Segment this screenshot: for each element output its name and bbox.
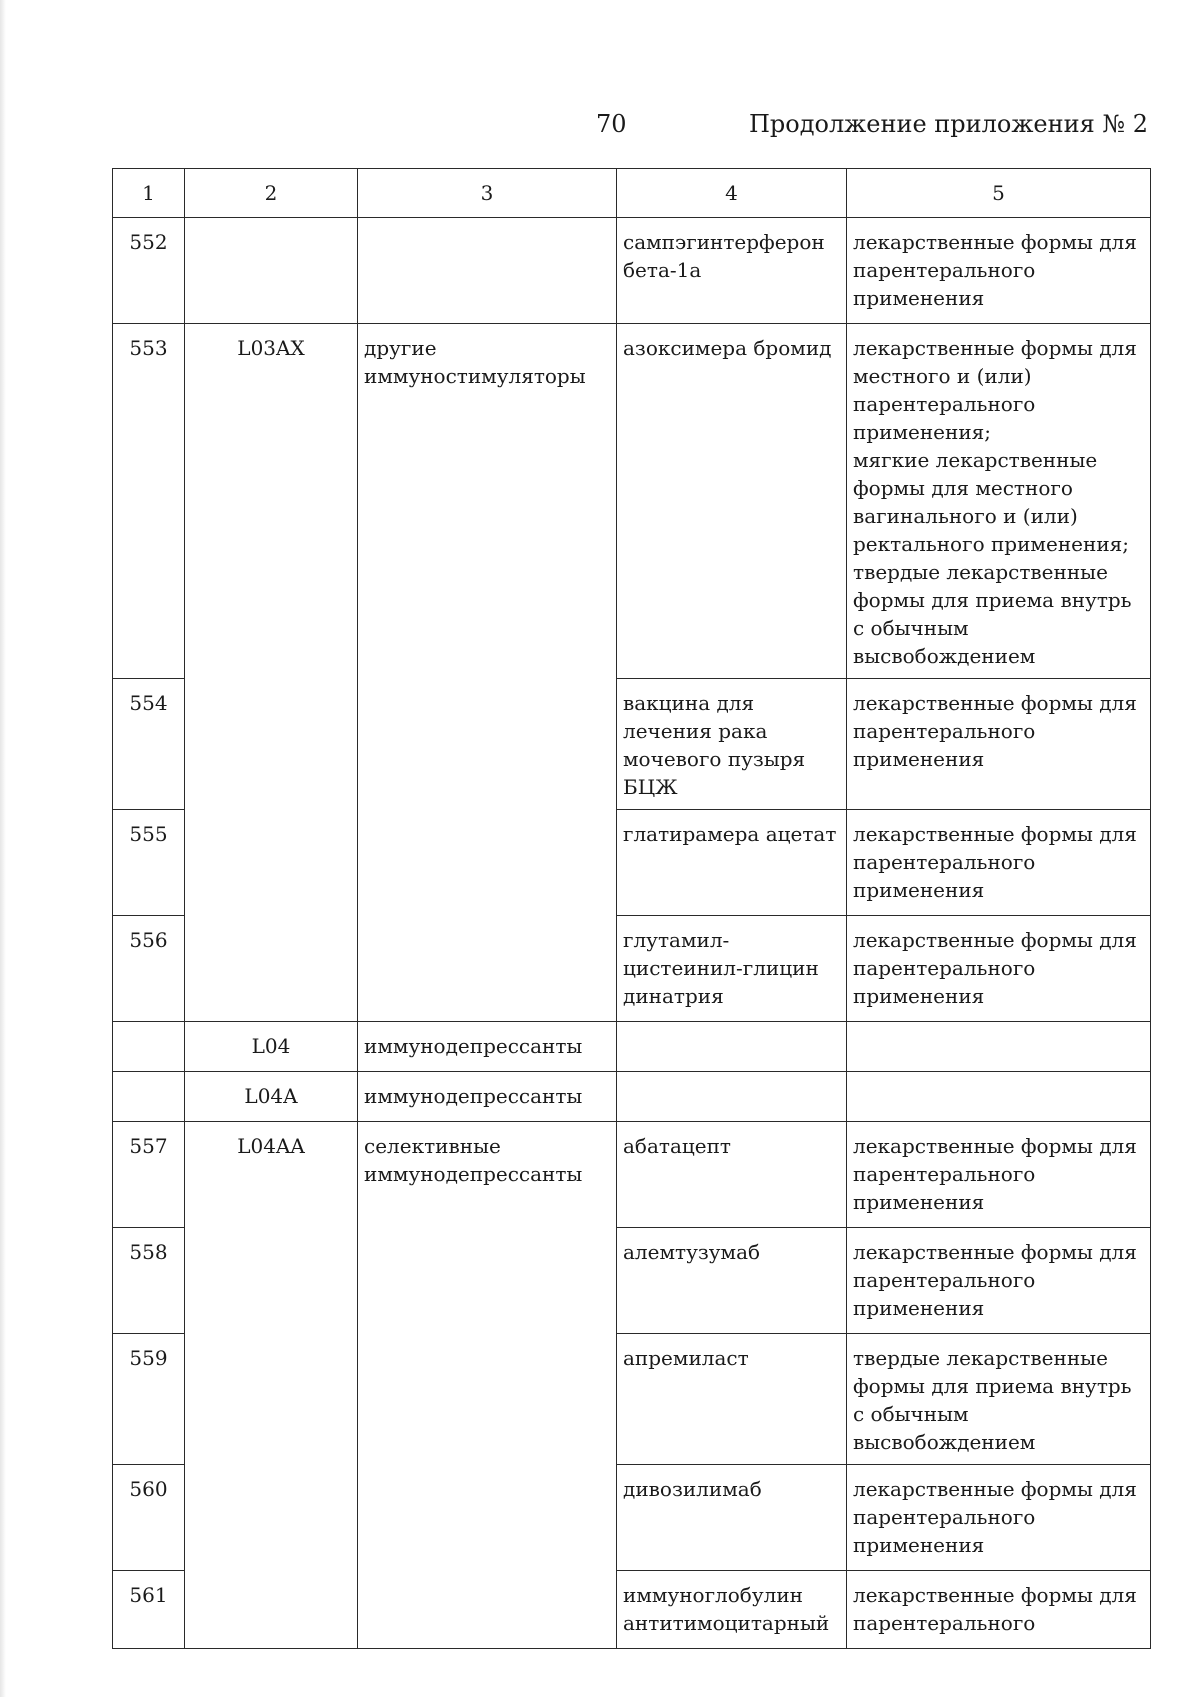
table-row	[113, 324, 1151, 679]
page-number: 70	[596, 110, 627, 138]
dosage-form: лекарственные формы для парентерального применения	[847, 1465, 1151, 1571]
dosage-form	[847, 1022, 1151, 1072]
group-name: селективные иммунодепрессанты	[358, 1122, 617, 1649]
dosage-form: лекарственные формы для парентерального применения	[847, 1228, 1151, 1334]
row-number: 556	[113, 916, 185, 1022]
page-caption: Продолжение приложения № 2	[748, 110, 1148, 138]
dosage-form: лекарственные формы для парентерального применения	[847, 810, 1151, 916]
drug-name: абатацепт	[617, 1122, 847, 1228]
group-cell	[358, 218, 617, 324]
drug-name: иммуноглобулин антитимоцитарный	[617, 1571, 847, 1649]
dosage-form: лекарственные формы для парентерального применения	[847, 218, 1151, 324]
row-number: 559	[113, 1334, 185, 1465]
drug-name: азоксимера бромид	[617, 324, 847, 679]
dosage-form-line: лекарственные формы для местного и (или) парентерального применения;	[853, 336, 1137, 444]
table-row	[113, 218, 1151, 324]
atc-code: L04AA	[185, 1122, 358, 1649]
column-header: 2	[185, 169, 358, 218]
drug-name: сампэгинтерферон бета-1а	[617, 218, 847, 324]
drug-name: глатирамера ацетат	[617, 810, 847, 916]
table-row	[113, 1022, 1151, 1072]
drug-name: алемтузумаб	[617, 1228, 847, 1334]
scan-edge-shadow	[0, 0, 6, 1697]
row-number: 557	[113, 1122, 185, 1228]
dosage-form-line: твердые лекарственные формы для приема внутрь с обычным высвобождением	[853, 560, 1132, 668]
drug-name: дивозилимаб	[617, 1465, 847, 1571]
row-number: 558	[113, 1228, 185, 1334]
row-number	[113, 1022, 185, 1072]
row-number: 553	[113, 324, 185, 679]
row-number: 555	[113, 810, 185, 916]
drug-name: глутамил-цистеинил-глицин динатрия	[617, 916, 847, 1022]
drug-name: вакцина для лечения рака мочевого пузыря БЦЖ	[617, 679, 847, 810]
table-row	[113, 1072, 1151, 1122]
dosage-form	[847, 1072, 1151, 1122]
drug-list-table	[112, 168, 1151, 1649]
atc-code: L04	[185, 1022, 358, 1072]
header-row	[113, 169, 1151, 218]
row-number: 554	[113, 679, 185, 810]
drug-name	[617, 1022, 847, 1072]
row-number: 561	[113, 1571, 185, 1649]
atc-code: L03AX	[185, 324, 358, 1022]
dosage-form: лекарственные формы для парентерального применения	[847, 1122, 1151, 1228]
row-number: 560	[113, 1465, 185, 1571]
column-header: 5	[847, 169, 1151, 218]
dosage-form: лекарственные формы для парентерального применения	[847, 916, 1151, 1022]
row-number	[113, 1072, 185, 1122]
atc-code: L04A	[185, 1072, 358, 1122]
drug-name	[617, 1072, 847, 1122]
group-name: иммунодепрессанты	[358, 1022, 617, 1072]
dosage-form-line: мягкие лекарственные формы для местного вагинального и (или) ректального применения;	[853, 448, 1130, 556]
table-row	[113, 1122, 1151, 1228]
dosage-form: лекарственные формы для парентерального	[847, 1571, 1151, 1649]
atc-code-cell	[185, 218, 358, 324]
group-name: другие иммуностимуляторы	[358, 324, 617, 1022]
dosage-form: твердые лекарственные формы для приема внутрь с обычным высвобождением	[847, 1334, 1151, 1465]
column-header: 4	[617, 169, 847, 218]
drug-name: апремиласт	[617, 1334, 847, 1465]
dosage-form: лекарственные формы для парентерального применения	[847, 679, 1151, 810]
column-header: 3	[358, 169, 617, 218]
column-header: 1	[113, 169, 185, 218]
dosage-form	[847, 324, 1151, 679]
group-name: иммунодепрессанты	[358, 1072, 617, 1122]
row-number: 552	[113, 218, 185, 324]
